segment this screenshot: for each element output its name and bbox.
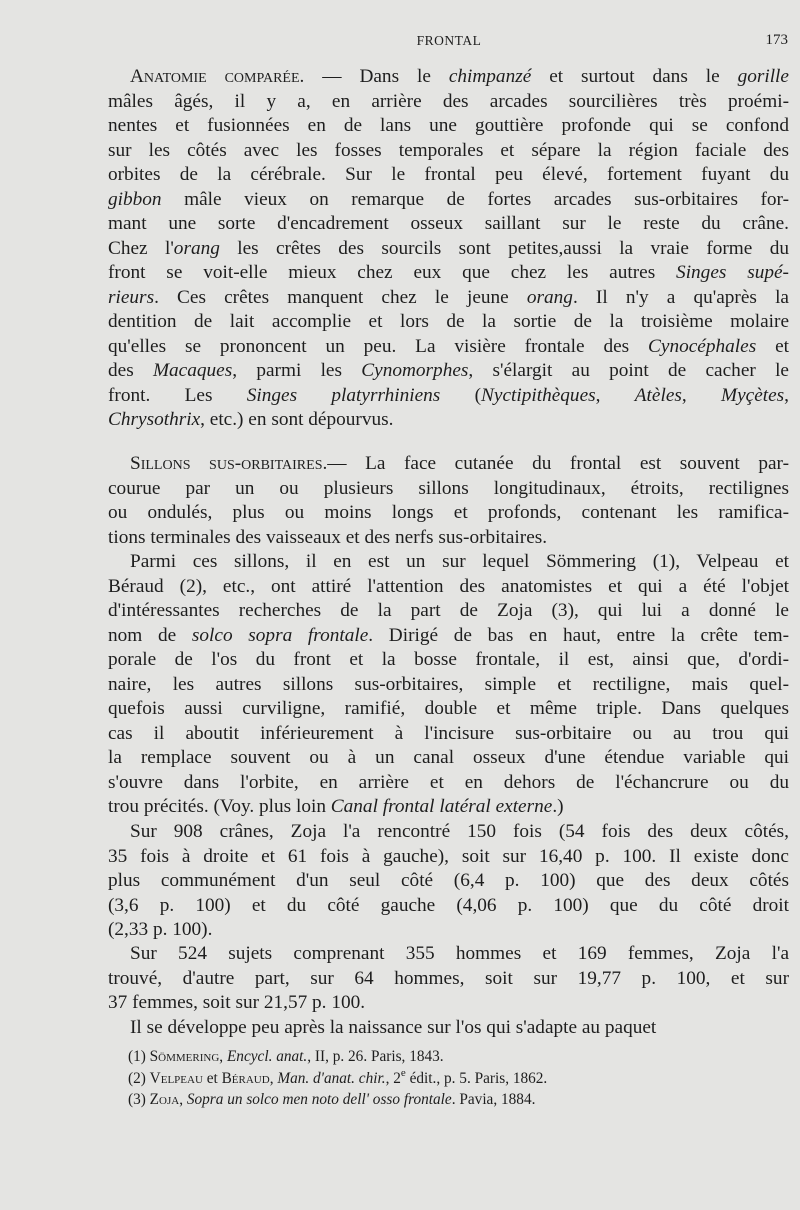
text-segment: nom de — [108, 624, 192, 646]
italic-text: Chrysothrix — [108, 409, 201, 430]
text-line — [108, 771, 789, 796]
paragraph-development — [108, 1016, 789, 1041]
text-line — [108, 845, 789, 870]
text-segment: 35 fois à droite et 61 fois à gauche), soit sur 16,40 p. 100. Il existe donc — [108, 845, 789, 867]
small-caps-text: Sillons sus-orbitaires. — [130, 453, 328, 474]
text-line — [108, 550, 789, 575]
text-line — [108, 310, 789, 335]
text-segment: mâle vieux on remarque de fortes arcades sus-orbitaires for- — [161, 188, 789, 210]
text-line — [108, 820, 789, 845]
text-segment: , — [219, 1048, 227, 1065]
text-segment: (2,33 p. 100). — [108, 919, 213, 940]
text-segment: trou précités. (Voy. plus loin — [108, 796, 331, 817]
footnote — [108, 1068, 789, 1090]
italic-text: Singes supé- — [676, 262, 789, 283]
paragraph-statistics-subjects — [108, 942, 789, 1016]
text-segment: Sur 524 sujets comprenant 355 hommes et 169 femmes, Zoja l'a — [130, 943, 789, 964]
small-caps-text: Béraud — [221, 1069, 270, 1087]
text-line — [108, 991, 789, 1016]
small-caps-text: Sömmering — [149, 1048, 220, 1065]
text-line — [108, 673, 789, 698]
text-segment: la remplace souvent ou à un canal osseux d'une étendue variable qui — [108, 747, 789, 768]
text-segment: mant une sorte d'encadrement osseux saillant sur le reste du crâne. — [108, 213, 789, 234]
text-segment: , II, p. 26. Paris, 1843. — [307, 1048, 444, 1065]
italic-text: chimpanzé — [448, 66, 532, 87]
text-segment: , — [784, 384, 789, 406]
text-segment: et — [756, 335, 789, 357]
text-segment: (1) — [128, 1048, 150, 1065]
text-segment: Il se développe peu après la naissance sur l'os qui s'adapte au paquet — [130, 1017, 657, 1038]
italic-text: Nyctipithèques — [481, 384, 596, 406]
text-segment: ou ondulés, plus ou moins longs et profonds, contenant les ramifica- — [108, 502, 789, 523]
text-segment: 37 femmes, soit sur 21,57 p. 100. — [108, 992, 366, 1013]
footnote — [108, 1089, 789, 1111]
text-line — [108, 942, 789, 967]
text-segment: des — [108, 360, 153, 381]
text-line — [108, 526, 789, 551]
text-segment: , — [595, 384, 635, 406]
text-line — [108, 575, 789, 600]
small-caps-text: Velpeau — [149, 1069, 203, 1087]
paragraph-statistics-crania — [108, 820, 789, 943]
italic-text: Man. d'anat. chir. — [277, 1069, 386, 1087]
text-segment: cas il aboutit inférieurement à l'incisure sus-orbitaire ou au trou qui — [108, 722, 789, 744]
text-segment: , — [681, 384, 722, 406]
italic-text: Macaques — [152, 360, 233, 381]
italic-text: Encycl. anat. — [226, 1048, 308, 1065]
text-segment: front. Les — [108, 384, 247, 406]
text-segment: orbites de la cérébrale. Sur le frontal peu élevé, fortement fuyant du — [108, 164, 789, 185]
text-segment: courue par un ou plusieurs sillons longitudinaux, étroits, rectilignes — [108, 477, 789, 499]
text-segment: et surtout dans le — [531, 66, 738, 87]
text-segment: s'ouvre dans l'orbite, en arrière et en dehors de l'échancrure ou du — [108, 771, 789, 793]
text-line — [108, 90, 789, 115]
text-segment: Béraud (2), etc., ont attiré l'attention des anatomistes et qui a été l'objet — [108, 575, 789, 597]
text-segment: — Dans le — [304, 66, 449, 87]
italic-text: Cynomorphes — [361, 360, 469, 381]
text-line — [108, 114, 789, 139]
text-segment: , 2 — [385, 1069, 401, 1087]
text-line — [108, 188, 789, 213]
text-segment: , — [269, 1069, 278, 1087]
text-line — [108, 624, 789, 649]
text-segment: . Dirigé de bas en haut, entre la crête tem- — [368, 624, 790, 646]
text-segment: naire, les autres sillons sus-orbitaires, simple et rectiligne, mais quel- — [108, 673, 789, 695]
text-line — [108, 163, 789, 188]
text-segment: édit., p. 5. Paris, 1862. — [405, 1069, 548, 1087]
text-segment: , — [179, 1091, 187, 1108]
paragraph-sillons-sus-orbitaires — [108, 452, 789, 550]
text-line — [108, 869, 789, 894]
superscript: e — [400, 1066, 406, 1079]
italic-text: orang — [526, 286, 573, 308]
text-line — [108, 501, 789, 526]
text-line — [108, 261, 789, 286]
italic-text: Myçètes — [721, 384, 785, 406]
text-line — [108, 918, 789, 943]
text-segment: (3) — [128, 1091, 150, 1108]
text-line — [108, 697, 789, 722]
text-line — [108, 408, 789, 433]
text-segment: Chez l' — [108, 237, 174, 259]
text-segment: les crêtes des sourcils sont petites,aussi la vraie forme du — [219, 237, 789, 259]
text-line — [108, 359, 789, 384]
text-segment: porale de l'os du front et la bosse frontale, il est, ainsi que, d'ordi- — [108, 649, 789, 670]
text-segment: (2) — [128, 1069, 150, 1087]
italic-text: orang — [173, 237, 220, 259]
paragraph-anatomie-comparee — [108, 65, 789, 433]
paragraph-sommering — [108, 550, 789, 820]
text-line — [108, 335, 789, 360]
text-line — [108, 894, 789, 919]
text-segment: front se voit-elle mieux chez eux que chez les autres — [108, 262, 677, 283]
text-line — [108, 212, 789, 237]
text-segment: , parmi les — [232, 360, 362, 381]
text-segment: , s'élargit au point de cacher le — [468, 360, 789, 381]
running-title: FRONTAL — [416, 33, 482, 48]
italic-text: Singes platyrrhiniens — [246, 384, 441, 406]
italic-text: gibbon — [108, 188, 162, 210]
text-segment: et — [202, 1069, 222, 1087]
text-line — [108, 237, 789, 262]
small-caps-text: Zoja — [149, 1091, 180, 1108]
text-line — [108, 65, 789, 90]
text-segment: . Pavia, 1884. — [451, 1091, 536, 1108]
text-segment: trouvé, d'autre part, sur 64 hommes, soit sur 19,77 p. 100, et sur — [108, 967, 789, 989]
text-segment: Sur 908 crânes, Zoja l'a rencontré 150 fois (54 fois des deux côtés, — [130, 821, 789, 842]
text-line — [108, 722, 789, 747]
footnotes — [108, 1046, 789, 1111]
text-segment: . Ces crêtes manquent chez le jeune — [154, 286, 527, 308]
text-segment: mâles âgés, il y a, en arrière des arcades sourcilières très proémi- — [108, 90, 789, 112]
running-header — [108, 30, 790, 54]
text-segment: nentes et fusionnées en de lans une gouttière profonde qui se confond — [108, 115, 789, 136]
text-segment: (3,6 p. 100) et du côté gauche (4,06 p. 100) que du côté droit — [108, 894, 789, 916]
text-segment: tions terminales des vaisseaux et des nerfs sus-orbitaires. — [108, 526, 548, 548]
text-segment: . Il n'y a qu'après la — [572, 286, 789, 308]
italic-text: Sopra un solco men noto dell' osso frontale — [186, 1091, 452, 1108]
text-segment: quefois aussi curviligne, ramifié, double et même triple. Dans quelques — [108, 698, 789, 719]
text-line — [108, 139, 789, 164]
text-segment: sur les côtés avec les fosses temporales et sépare la région faciale des — [108, 139, 789, 161]
page-number: 173 — [765, 32, 788, 48]
text-segment: dentition de lait accomplie et lors de la sortie de la troisième molaire — [108, 311, 789, 332]
text-line — [108, 648, 789, 673]
text-segment: — La face cutanée du frontal est souvent par- — [327, 453, 789, 474]
italic-text: solco sopra frontale — [191, 624, 369, 646]
text-segment: .) — [552, 796, 564, 817]
italic-text: Cynocéphales — [648, 335, 757, 357]
small-caps-text: Anatomie comparée. — [130, 66, 305, 87]
text-segment: Parmi ces sillons, il en est un sur lequel Sömmering (1), Velpeau et — [130, 551, 789, 572]
italic-text: gorille — [737, 66, 789, 87]
text-line — [108, 599, 789, 624]
text-segment: ( — [440, 384, 482, 406]
italic-text: rieurs — [108, 286, 155, 308]
text-segment: plus communément d'un seul côté (6,4 p. 100) que des deux côtés — [108, 870, 789, 891]
text-line — [108, 477, 789, 502]
italic-text: Canal frontal latéral externe — [330, 796, 553, 817]
text-segment: , etc.) en sont dépourvus. — [200, 409, 394, 430]
footnote — [108, 1046, 789, 1068]
italic-text: Atèles — [634, 384, 682, 406]
text-segment: qu'elles se prononcent un peu. La visière frontale des — [108, 335, 649, 357]
text-line — [108, 384, 789, 409]
text-line — [108, 967, 789, 992]
text-line — [108, 452, 789, 477]
text-line — [108, 286, 789, 311]
text-line — [108, 795, 789, 820]
text-segment: d'intéressantes recherches de la part de Zoja (3), qui lui a donné le — [108, 600, 789, 621]
text-line — [108, 746, 789, 771]
text-line — [108, 1016, 789, 1041]
